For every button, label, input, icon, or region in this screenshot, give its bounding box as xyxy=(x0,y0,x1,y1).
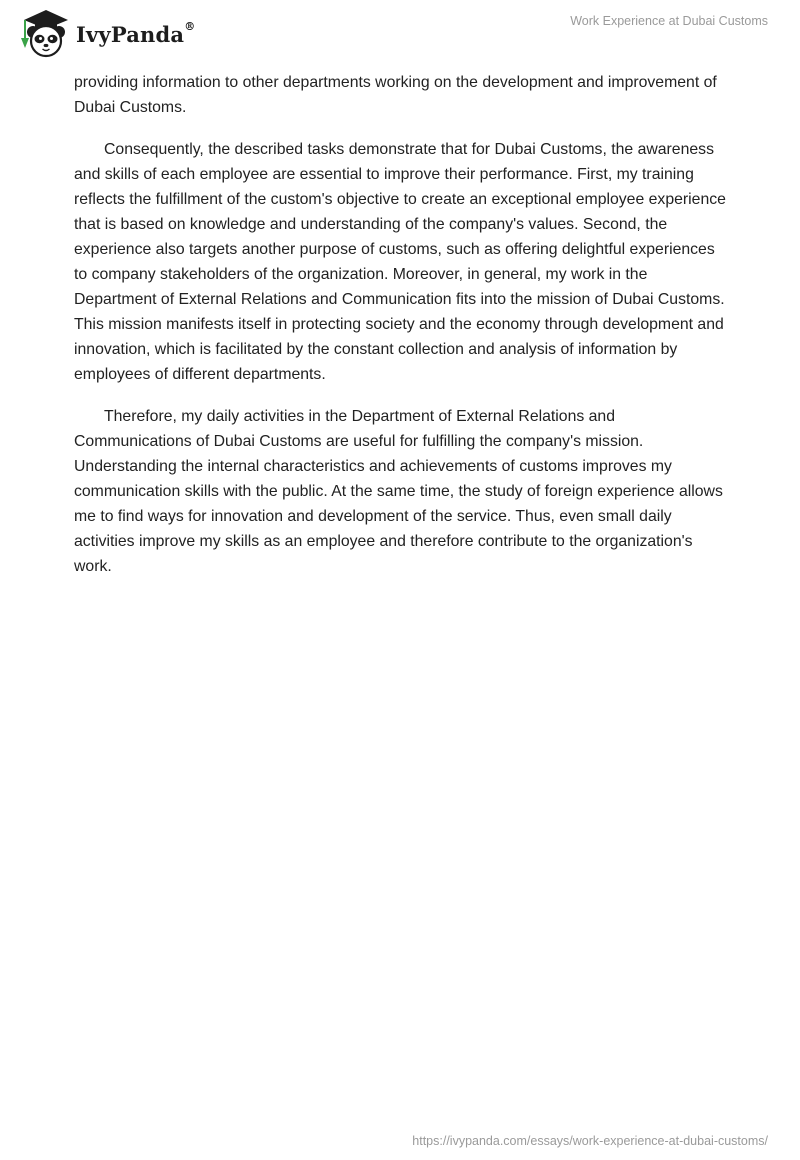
source-url[interactable]: https://ivypanda.com/essays/work-experience-at-dubai-customs/ xyxy=(412,1134,768,1148)
essay-body xyxy=(74,70,730,596)
page-header xyxy=(0,0,800,70)
panda-graduate-icon xyxy=(16,8,74,58)
logo-wordmark: IvyPanda® xyxy=(76,19,196,47)
paragraph: Therefore, my daily activities in the Department of External Relations and Communications of Dubai Customs are useful for fulfilling the company's mission. Understanding the internal characteristics and achievements of customs improves my communication skills with the public. At the same time, the study of foreign experience allows me to find ways for innovation and development of the service. Thus, even small daily activities improve my skills as an employee and therefore contribute to the organization's work. xyxy=(74,408,723,575)
registered-mark: ® xyxy=(184,19,196,33)
paragraph: Consequently, the described tasks demonstrate that for Dubai Customs, the awareness and skills of each employee are essential to improve their performance. First, my training reflects the fulfillment of the custom's objective to create an exceptional employee experience that is based on knowledge and understanding of the company's values. Second, the experience also targets another purpose of customs, such as offering delightful experiences to company stakeholders of the organization. Moreover, in general, my work in the Department of External Relations and Communication fits into the mission of Dubai Customs. This mission manifests itself in protecting society and the economy through development and innovation, which is facilitated by the constant collection and analysis of information by employees of different departments. xyxy=(74,141,726,383)
paragraph-continued: providing information to other departments working on the development and improvement of Dubai Customs. xyxy=(74,74,717,116)
ivypanda-logo[interactable] xyxy=(16,8,195,58)
document-title: Work Experience at Dubai Customs xyxy=(570,14,768,28)
